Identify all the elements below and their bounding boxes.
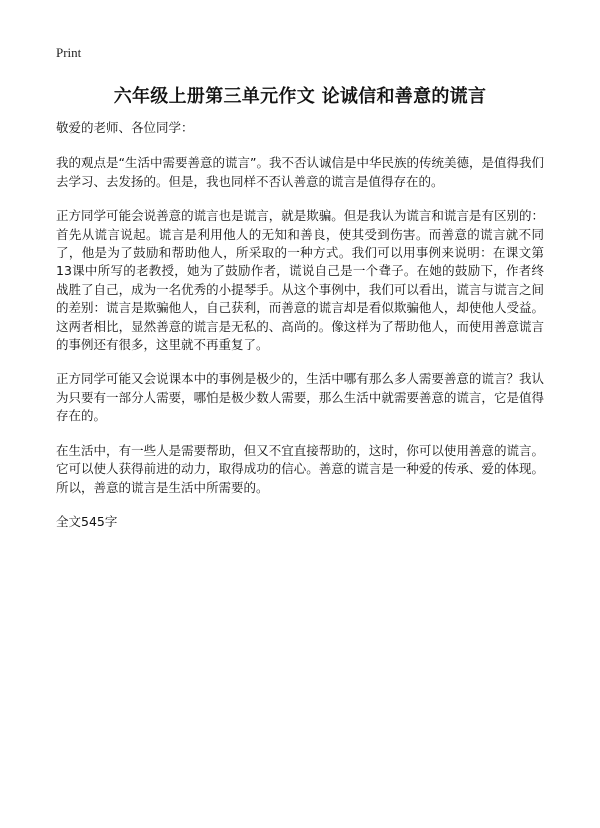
essay-paragraph-1: 我的观点是“生活中需要善意的谎言”。我不否认诚信是中华民族的传统美德，是值得我们去学习、去发扬的。但是，我也同样不否认善意的谎言是值得存在的。 [56, 155, 544, 189]
word-count: 全文545字 [56, 513, 118, 529]
essay-body [56, 119, 544, 531]
essay-paragraph-3: 正方同学可能又会说课本中的事例是极少的，生活中哪有那么多人需要善意的谎言？我认为只要有一部分人需要，哪怕是极少数人需要，那么生活中就需要善意的谎言，它是值得存在的。 [56, 371, 544, 424]
salutation: 敬爱的老师、各位同学： [56, 120, 194, 135]
page-title: 六年级上册第三单元作文 论诚信和善意的谎言 [113, 86, 487, 107]
print-link[interactable]: Print [56, 45, 82, 60]
essay-paragraph-2: 正方同学可能会说善意的谎言也是谎言，就是欺骗。但是我认为谎言和谎言是有区别的：首先从谎言说起。谎言是利用他人的无知和善良，使其受到伤害。而善意的谎言就不同了，他是为了鼓励和帮助他人，所采取的一种方式。我们可以用事例来说明：在课文第13课中所写的老教授，她为了鼓励作者，谎说自己是一个聋子。在她的鼓励下，作者终战胜了自己，成为一名优秀的小提琴手。从这个事例中，我们可以看出，谎言与谎言之间的差别：谎言是欺骗他人，自己获利，而善意的谎言却是看似欺骗他人，却使他人受益。这两者相比，显然善意的谎言是无私的、高尚的。像这样为了帮助他人，而使用善意谎言的事例还有很多，这里就不再重复了。 [56, 208, 544, 353]
essay-paragraph-4: 在生活中，有一些人是需要帮助，但又不宜直接帮助的，这时，你可以使用善意的谎言。它可以使人获得前进的动力，取得成功的信心。善意的谎言是一种爱的传承、爱的体现。所以，善意的谎言是生活中所需要的。 [56, 442, 544, 495]
